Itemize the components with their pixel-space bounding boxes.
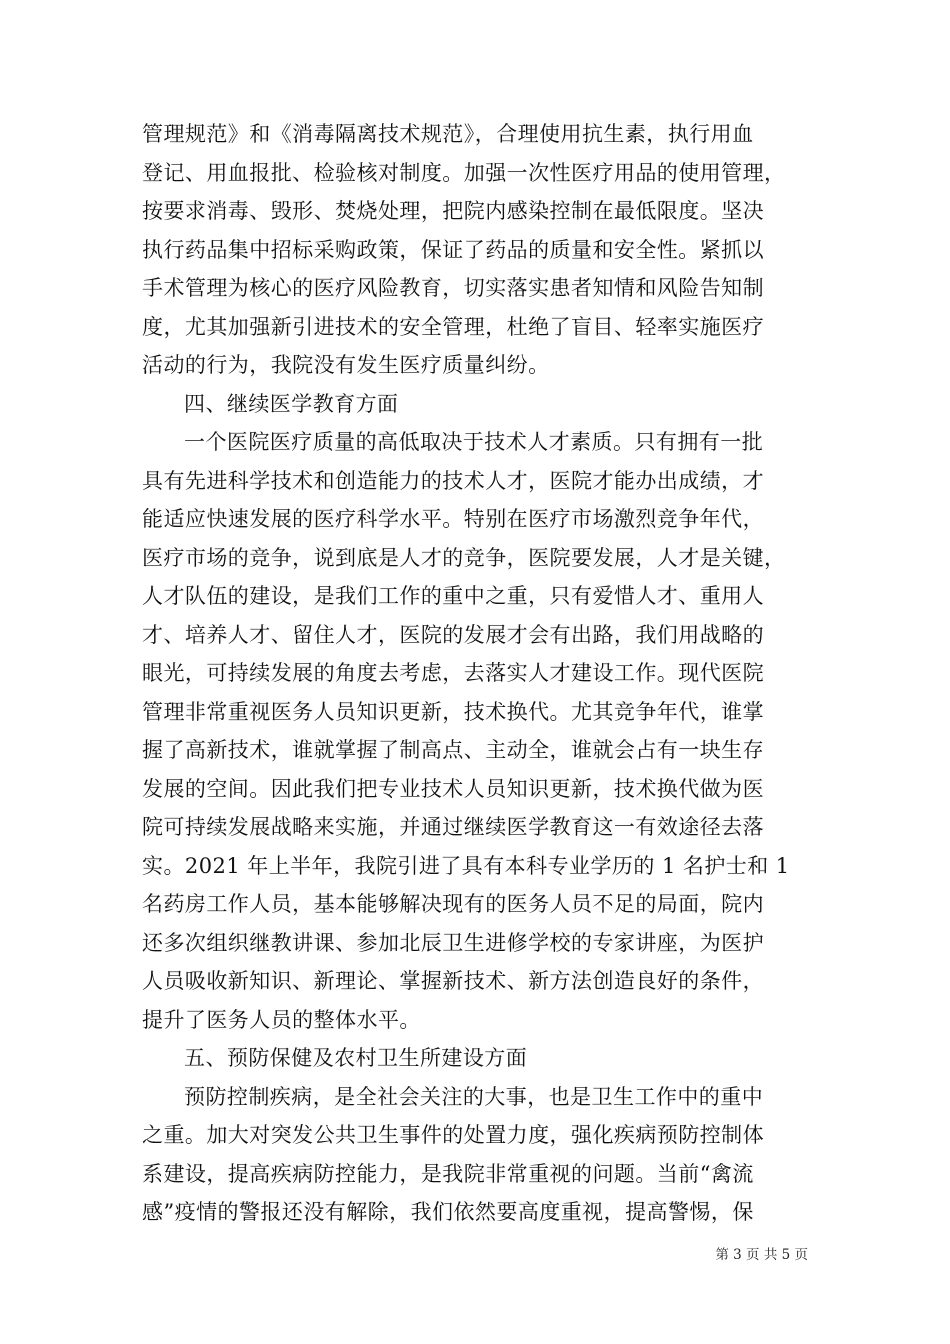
text-line: 具有先进科学技术和创造能力的技术人才，医院才能办出成绩，才: [142, 468, 765, 493]
page-number: 第 3 页 共 5 页: [715, 1247, 808, 1263]
text-line: 发展的空间。因此我们把专业技术人员知识更新，技术换代做为医: [142, 776, 765, 801]
text-line: 手术管理为核心的医疗风险教育，切实落实患者知情和风险告知制: [142, 276, 765, 300]
text-line: 登记、用血报批、检验核对制度。加强一次性医疗用品的使用管理，: [142, 160, 786, 185]
text-line: 之重。加大对突发公共卫生事件的处置力度，强化疾病预防控制体: [142, 1123, 765, 1147]
text-line: 度，尤其加强新引进技术的安全管理，杜绝了盲目、轻率实施医疗: [142, 314, 765, 339]
section-heading: 五、预防保健及农村卫生所建设方面: [184, 1046, 528, 1070]
text-line: 还多次组织继教讲课、参加北辰卫生进修学校的专家讲座，为医护: [142, 930, 765, 955]
document-body: [142, 115, 818, 1232]
text-line: 感”疫情的警报还没有解除，我们依然要高度重视，提高警惕，保: [142, 1200, 754, 1224]
text-line: 按要求消毒、毁形、焚烧处理，把院内感染控制在最低限度。坚决: [142, 199, 765, 223]
text-line: 提升了医务人员的整体水平。: [142, 1007, 421, 1032]
text-line: 执行药品集中招标采购政策，保证了药品的质量和安全性。紧抓以: [142, 237, 765, 262]
paragraph-first-line: 预防控制疾病，是全社会关注的大事，也是卫生工作中的重中: [184, 1084, 764, 1109]
text-line: 活动的行为，我院没有发生医疗质量纠纷。: [142, 353, 550, 377]
text-line: 握了高新技术，谁就掌握了制高点、主动全，谁就会占有一块生存: [142, 738, 765, 762]
text-line: 人员吸收新知识、新理论、掌握新技术、新方法创造良好的条件，: [142, 969, 765, 993]
text-line: 实。2021 年上半年，我院引进了具有本科专业学历的 1 名护士和 1: [142, 853, 790, 878]
section-heading: 四、继续医学教育方面: [184, 391, 399, 416]
text-line: 院可持续发展战略来实施，并通过继续医学教育这一有效途径去落: [142, 815, 765, 839]
text-line: 才、培养人才、留住人才，医院的发展才会有出路，我们用战略的: [142, 622, 765, 647]
text-line: 管理非常重视医务人员知识更新，技术换代。尤其竞争年代，谁掌: [142, 699, 765, 724]
text-line: 医疗市场的竞争，说到底是人才的竞争，医院要发展，人才是关键，: [142, 545, 786, 570]
text-line: 名药房工作人员，基本能够解决现有的医务人员不足的局面，院内: [142, 892, 765, 916]
paragraph-first-line: 一个医院医疗质量的高低取决于技术人才素质。只有拥有一批: [184, 430, 764, 454]
text-line: 管理规范》和《消毒隔离技术规范》，合理使用抗生素，执行用血: [142, 122, 754, 146]
text-line: 系建设，提高疾病防控能力，是我院非常重视的问题。当前“禽流: [142, 1161, 754, 1186]
text-line: 人才队伍的建设，是我们工作的重中之重，只有爱惜人才、重用人: [142, 584, 765, 608]
text-line: 眼光，可持续发展的角度去考虑，去落实人才建设工作。现代医院: [142, 661, 765, 685]
text-line: 能适应快速发展的医疗科学水平。特别在医疗市场激烈竞争年代，: [142, 507, 765, 531]
